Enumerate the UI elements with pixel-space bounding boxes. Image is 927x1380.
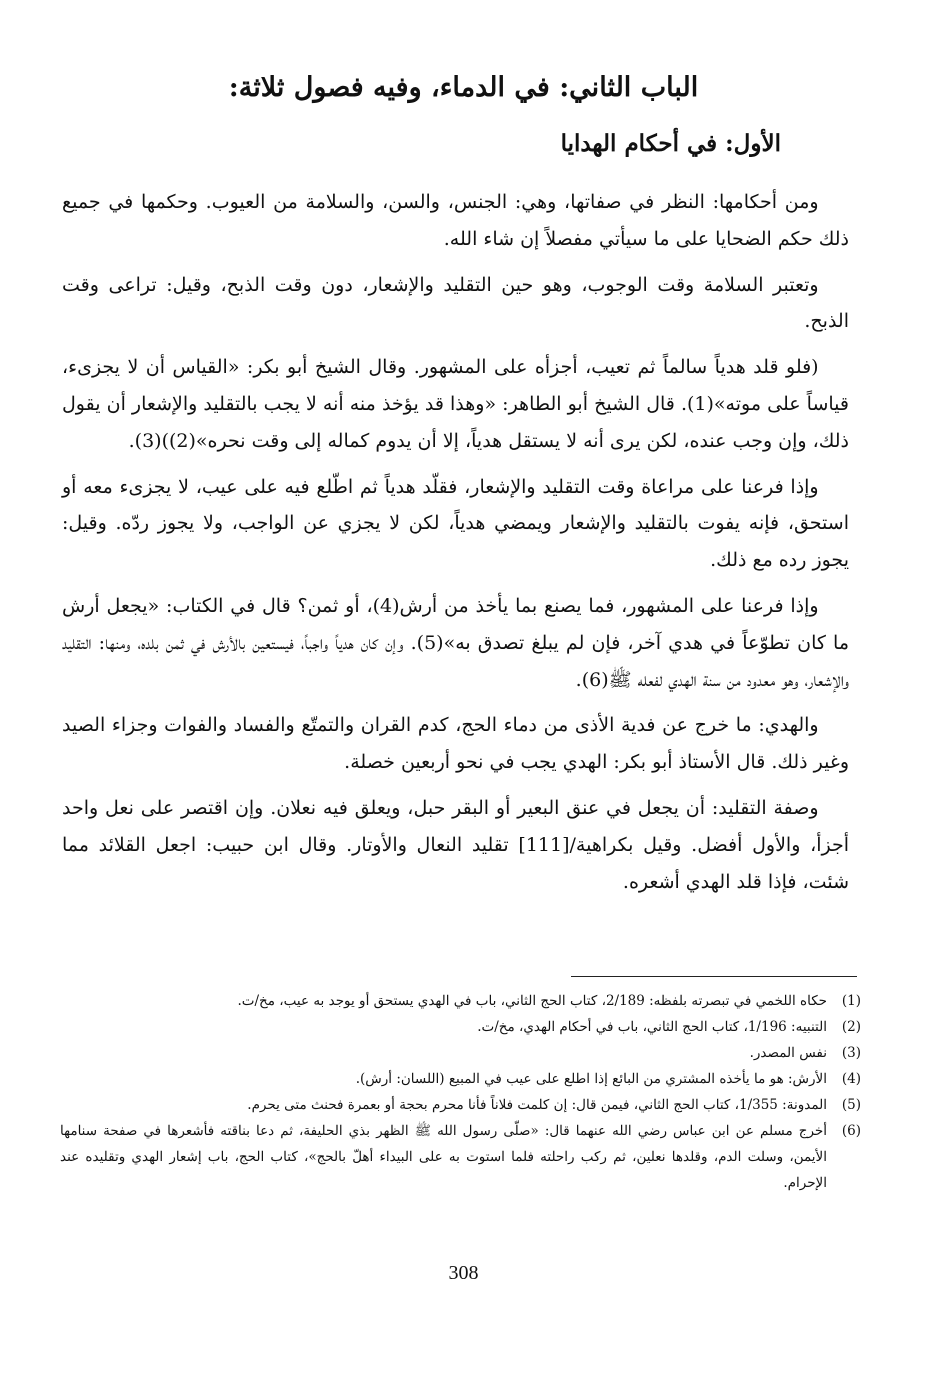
section-title: الأول: في أحكام الهدايا <box>560 130 781 157</box>
paragraph: وإذا فرعنا على المشهور، فما يصنع بما يأخذ من أرش(4)، أو ثمن؟ قال في الكتاب: «يجعل أرش ما كان تطوّعاً في هدي آخر، فإن لم يبلغ تصدق به»(5). وإن كان هدياً واجباً، فيستعين بالأرش في ثمن بلده، ومنها: التقليد والإشعار، وهو معدود من سنة الهدي لفعله ﷺ(6). <box>62 594 849 691</box>
footnote-number: (5) <box>841 1097 861 1113</box>
paragraph: وصفة التقليد: أن يجعل في عنق البعير أو البقر حبل، ويعلق فيه نعلان. وإن اقتصر على نعل واحد أجزأ، والأول أفضل. وقيل بكراهية/[111] تقليد النعال والأوتار. وقال ابن حبيب: اجعل القلائد مما شئت، فإذا قلد الهدي أشعره. <box>62 796 849 893</box>
footnote-text: أخرج مسلم عن ابن عباس رضي الله عنهما قال: «صلّى رسول الله ﷺ الظهر بذي الحليفة، ثم دعا بناقته فأشعرها في صفحة سنامها الأيمن، وسلت الدم، وقلدها نعلين، ثم ركب راحلته فلما استوت به على البيداء أهلّ بالحج»، كتاب الحج، باب إشعار الهدي وتقليده عند الإحرام. <box>60 1123 827 1191</box>
footnote-number: (2) <box>841 1019 861 1035</box>
paragraph: ومن أحكامها: النظر في صفاتها، وهي: الجنس، والسن، والسلامة من العيوب. وحكمها في جميع ذلك حكم الضحايا على ما سيأتي مفصلاً إن شاء الله. <box>62 191 849 250</box>
footnote <box>60 1066 865 1092</box>
footnote-number: (3) <box>841 1045 861 1061</box>
footnote <box>60 988 865 1014</box>
footnote-text: التنبيه: 1/196، كتاب الحج الثاني، باب في أحكام الهدي، مخ/ت. <box>477 1019 827 1035</box>
paragraph: وتعتبر السلامة وقت الوجوب، وهو حين التقليد والإشعار، دون وقت الذبح، وقيل: تراعى وقت الذبح. <box>62 273 849 333</box>
footnote-text: الأرش: هو ما يأخذه المشتري من البائع إذا اطلع على عيب في المبيع (اللسان: أرش). <box>355 1071 827 1087</box>
footnote-number: (6) <box>841 1123 861 1139</box>
page-number: 308 <box>448 1262 479 1284</box>
footnote <box>60 1092 865 1118</box>
footnote-text: المدونة: 1/355، كتاب الحج الثاني، فيمن قال: إن كلمت فلاناً فأنا محرم بحجة أو بعمرة فحنث متى يحرم. <box>247 1097 827 1113</box>
paragraph: (فلو قلد هدياً سالماً ثم تعيب، أجزأه على المشهور. وقال الشيخ أبو بكر: «القياس أن لا يجزىء، قياساً على موته»(1). قال الشيخ أبو الطاهر: «وهذا قد يؤخذ منه أنه لا يجب بالتقليد والإشعار أن يقول ذلك، وإن وجب عنده، لكن يرى أنه لا يستقل هدياً، إلا أن يدوم كماله إلى وقت نحره»(2))(3). <box>62 356 849 452</box>
footnote-number: (4) <box>841 1071 861 1087</box>
footnote-number: (1) <box>841 993 861 1009</box>
chapter-title: الباب الثاني: في الدماء، وفيه فصول ثلاثة: <box>228 72 699 103</box>
footnote-text: حكاه اللخمي في تبصرته بلفظه: 2/189، كتاب الحج الثاني، باب في الهدي يستحق أو يوجد به عيب، مخ/ت. <box>237 993 827 1009</box>
footnotes <box>60 988 865 1196</box>
paragraph: وإذا فرعنا على مراعاة وقت التقليد والإشعار، فقلّد هدياً ثم اطّلع فيه على عيب، لا يجزىء معه أو استحق، فإنه يفوت بالتقليد والإشعار ويمضي هدياً، لكن لا يجزي عن الواجب، ولا يجوز ردّه. وقيل: يجوز رده مع ذلك. <box>62 475 849 572</box>
footnote <box>60 1118 865 1196</box>
footnote-text: نفس المصدر. <box>749 1045 827 1061</box>
paragraph: والهدي: ما خرج عن فدية الأذى من دماء الحج، كدم القران والتمتّع والفساد والفوات وجزاء الصيد وغير ذلك. قال الأستاذ أبو بكر: الهدي يجب في نحو أربعين خصلة. <box>62 714 849 774</box>
footnote-separator <box>571 976 857 977</box>
footnote <box>60 1040 865 1066</box>
footnote <box>60 1014 865 1040</box>
body-text <box>62 184 849 909</box>
